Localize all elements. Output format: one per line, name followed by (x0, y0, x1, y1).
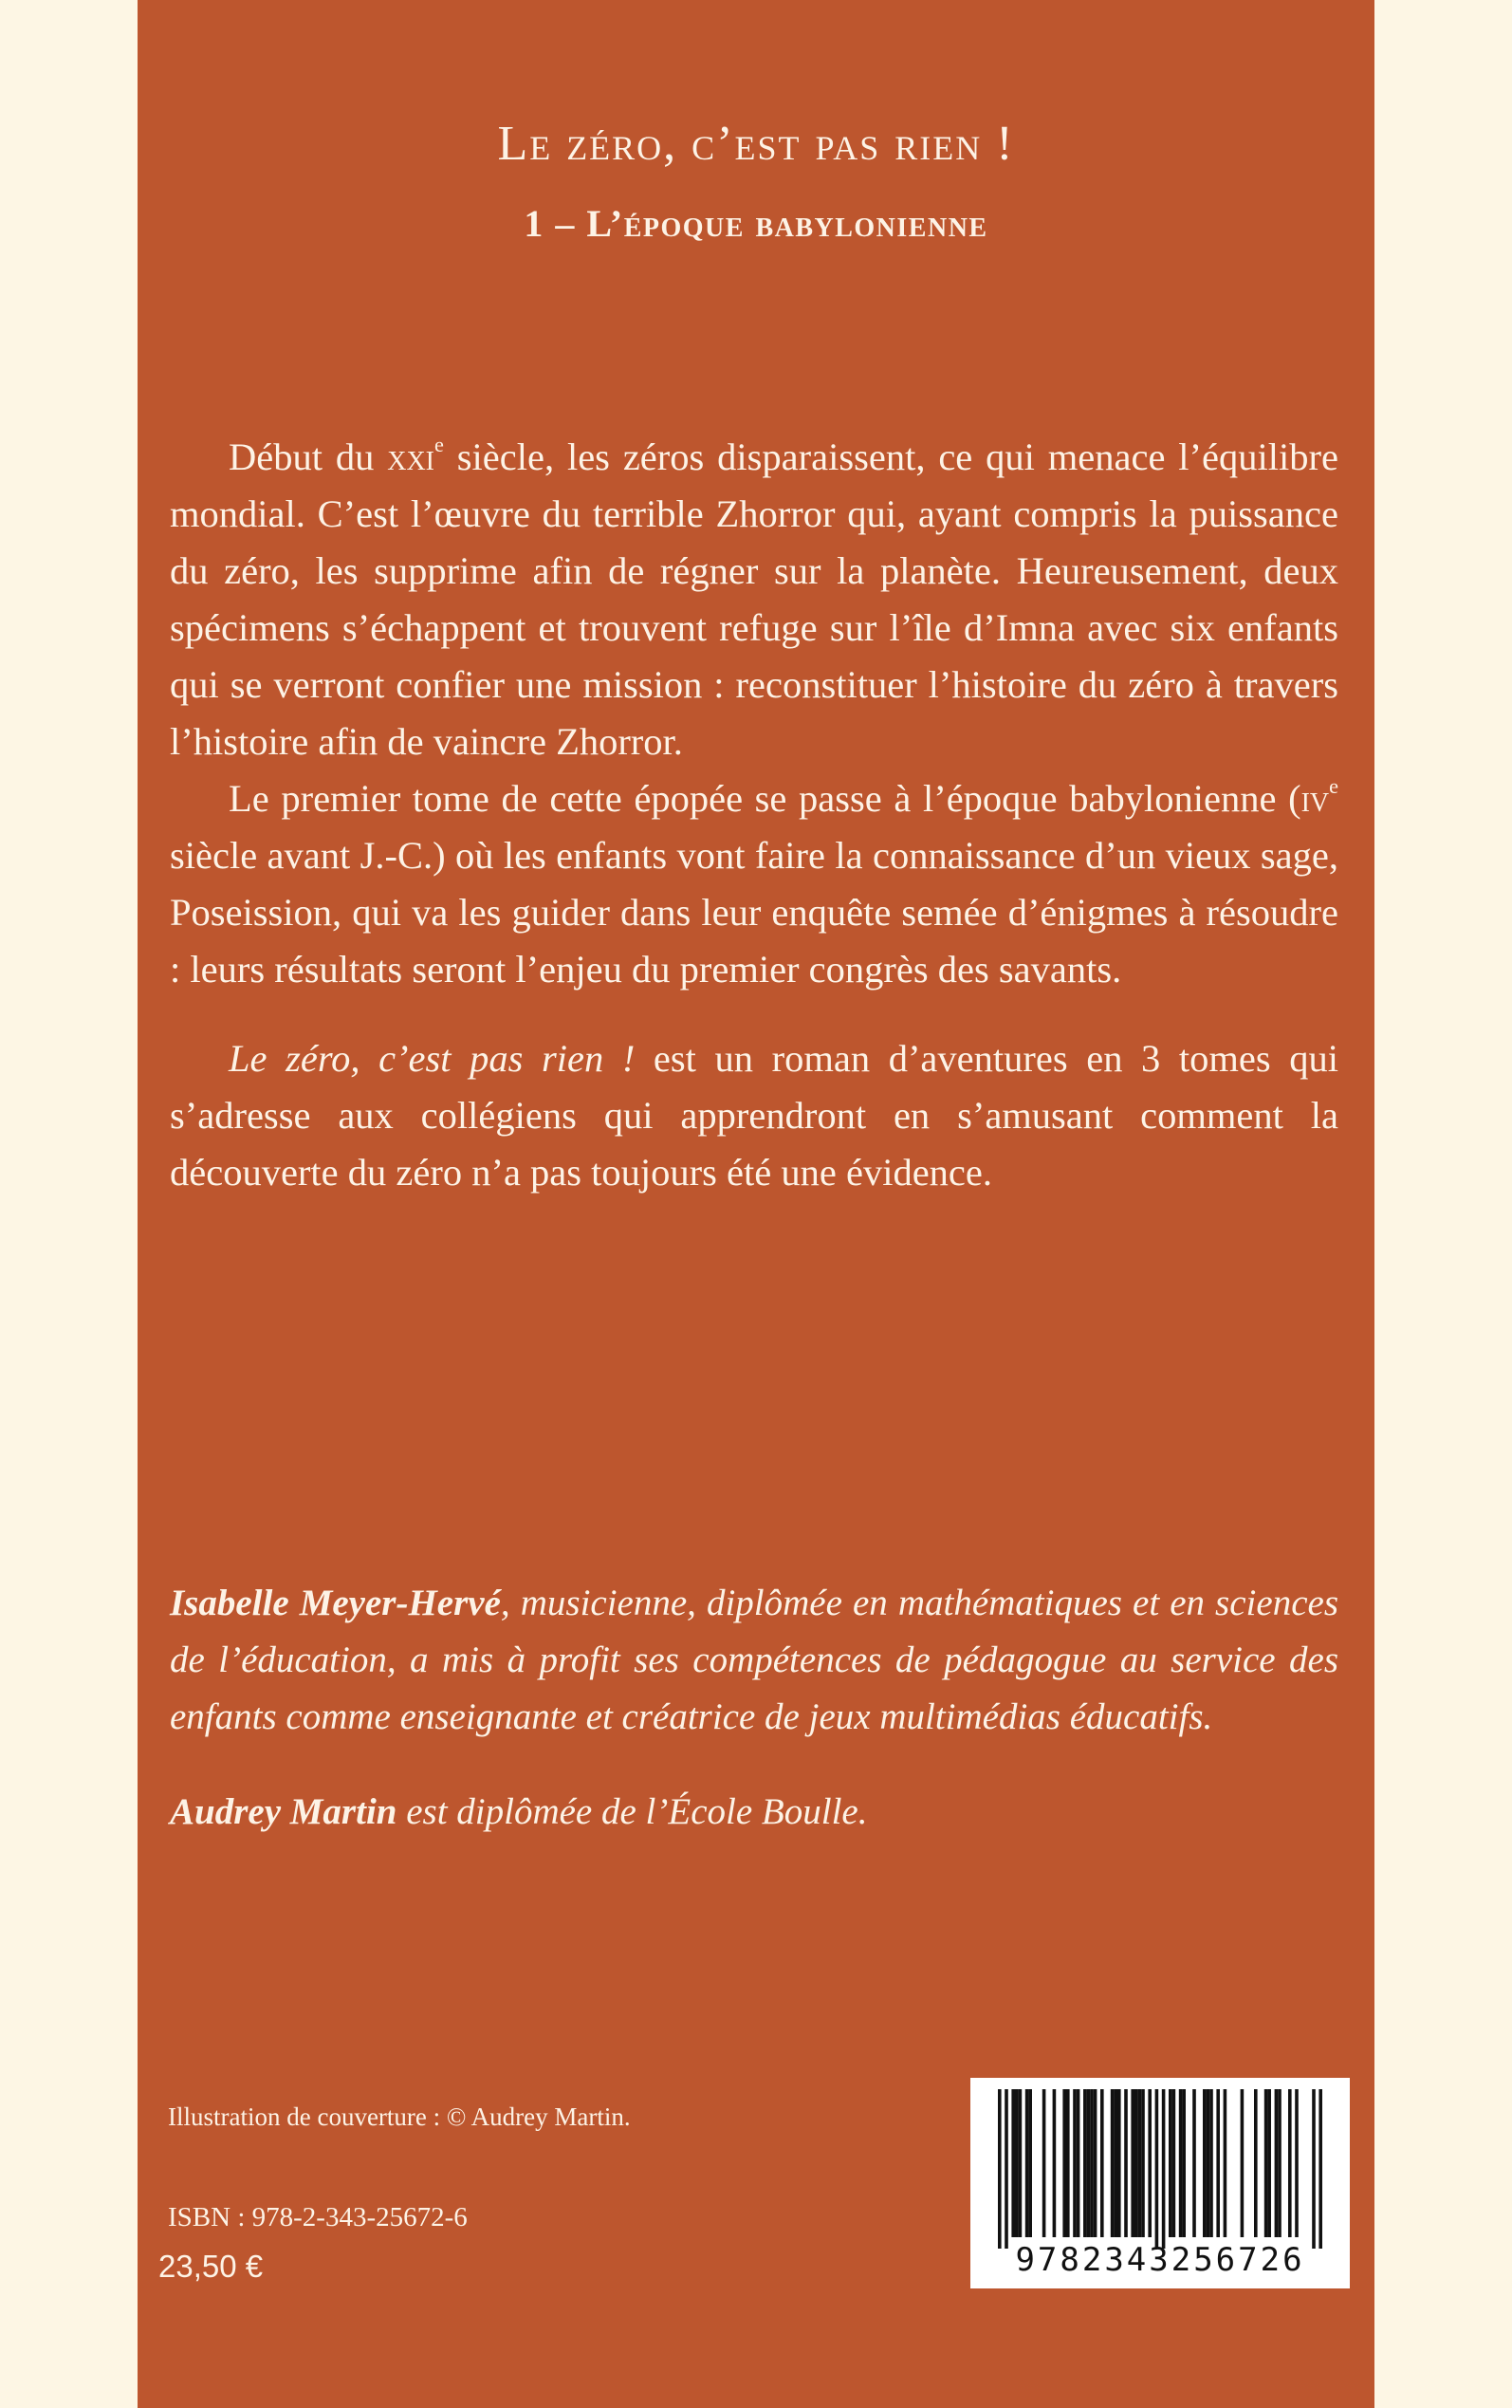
barcode-bar (1083, 2089, 1087, 2237)
barcode-bar (1141, 2089, 1145, 2237)
barcode-bar (1169, 2089, 1172, 2237)
cover-credit: Illustration de couverture : © Audrey Martin. (168, 2102, 631, 2131)
summary-paragraph-3 (170, 1030, 1338, 1201)
title-reference: Le zéro, c’est pas rien ! (229, 1037, 636, 1080)
barcode (970, 2078, 1350, 2288)
barcode-bar (1203, 2089, 1207, 2237)
century-superscript: e (434, 433, 444, 457)
summary-text (170, 429, 1338, 1201)
barcode-bar (1094, 2089, 1097, 2237)
century-numeral: xxi (387, 435, 434, 478)
barcode-bar (1241, 2089, 1245, 2237)
barcode-bar (1254, 2089, 1258, 2237)
century-superscript: e (1329, 774, 1338, 799)
illustrator-bio (170, 1784, 1338, 1841)
barcode-bar (1179, 2089, 1183, 2237)
barcode-number: 9782343256726 (1015, 2241, 1305, 2279)
barcode-bar (1011, 2089, 1015, 2237)
barcode-bar (1224, 2089, 1227, 2237)
barcode-bar (1111, 2089, 1115, 2237)
century-numeral: iv (1300, 777, 1330, 820)
author-name: Isabelle Meyer-Hervé (170, 1583, 501, 1623)
back-cover (138, 0, 1374, 2408)
author-bio (170, 1575, 1338, 1746)
barcode-bar (1073, 2089, 1077, 2237)
barcode-bar (1172, 2089, 1176, 2237)
p3-text: est un roman d’aventures en 3 tomes qui s’adresse aux collégiens qui apprendront en s’amusant comment la découverte du zéro n’a pas toujours été une évidence. (170, 1037, 1338, 1194)
illustrator-name: Audrey Martin (170, 1791, 397, 1832)
barcode-bar (1312, 2089, 1316, 2249)
barcode-bar (1182, 2089, 1186, 2237)
barcode-bar (1264, 2089, 1268, 2237)
barcode-bar (1295, 2089, 1299, 2237)
barcode-bar (1117, 2089, 1121, 2237)
barcode-bar (1077, 2089, 1080, 2237)
barcode-bar (1148, 2089, 1152, 2237)
book-title: Le zéro, c’est pas rien ! (497, 117, 1015, 171)
barcode-bar (1100, 2089, 1104, 2237)
biographies (170, 1575, 1338, 1841)
barcode-bar (1278, 2089, 1282, 2237)
barcode-bar (1053, 2089, 1057, 2237)
barcode-bar (1131, 2089, 1134, 2237)
barcode-bar (1025, 2089, 1029, 2237)
barcode-bar (1288, 2089, 1292, 2237)
summary-paragraph-1 (170, 429, 1338, 770)
barcode-bar (1155, 2089, 1159, 2249)
summary-paragraph-2 (170, 770, 1338, 998)
p2-text-a: Le premier tome de cette épopée se passe à l’époque babylonienne ( (229, 777, 1301, 820)
barcode-bar (1090, 2089, 1094, 2237)
book-subtitle: 1 – L’époque babylonienne (524, 202, 988, 245)
isbn: ISBN : 978-2-343-25672-6 (168, 2202, 468, 2232)
barcode-bar (1275, 2089, 1279, 2237)
barcode-bar (1207, 2089, 1210, 2237)
barcode-bar (1066, 2089, 1070, 2237)
illustrator-bio-text: est diplômée de l’École Boulle. (396, 1791, 868, 1832)
barcode-bar (1028, 2089, 1032, 2237)
barcode-bar (1114, 2089, 1117, 2237)
barcode-bar (1062, 2089, 1066, 2237)
barcode-bar (1209, 2089, 1213, 2237)
barcode-bar (1162, 2089, 1166, 2249)
p1-text-a: Début du (229, 435, 388, 478)
p2-text-b: siècle avant J.-C.) où les enfants vont faire la connaissance d’un vieux sage, Poseission, qui va les guider dans leur enquête semée d’énigmes à résoudre : leurs résultats seront l’enjeu du premier congrès des savants. (170, 834, 1338, 991)
price: 23,50 € (158, 2249, 264, 2284)
barcode-bar (1192, 2089, 1196, 2237)
author-bio-text: , musicienne, diplômée en mathématiques et en sciences de l’éducation, a mis à profit ses compétences de pédagogue au service des enfants comme enseignante et créatrice de jeux multimédias éducatifs. (170, 1583, 1338, 1737)
barcode-bar (1042, 2089, 1046, 2237)
barcode-bar (998, 2089, 1002, 2249)
barcode-bar (1216, 2089, 1220, 2237)
barcode-bar (1267, 2089, 1271, 2237)
barcode-bar (1138, 2089, 1142, 2237)
barcode-bar (1134, 2089, 1138, 2237)
barcode-bar (1019, 2089, 1023, 2237)
barcode-bar (1318, 2089, 1322, 2249)
p1-text-b: siècle, les zéros disparaissent, ce qui menace l’équilibre mondial. C’est l’œuvre du terrible Zhorror qui, ayant compris la puissance du zéro, les supprime afin de régner sur la planète. Heureusement, deux spécimens s’échappent et trouvent refuge sur l’île d’Imna avec six enfants qui se verront confier une mission : reconstituer l’histoire du zéro à travers l’histoire afin de vaincre Zhorror. (170, 435, 1338, 763)
barcode-bar (1124, 2089, 1128, 2237)
barcode-bar (1005, 2089, 1008, 2249)
barcode-bar (1087, 2089, 1091, 2237)
barcode-bar (1015, 2089, 1019, 2237)
